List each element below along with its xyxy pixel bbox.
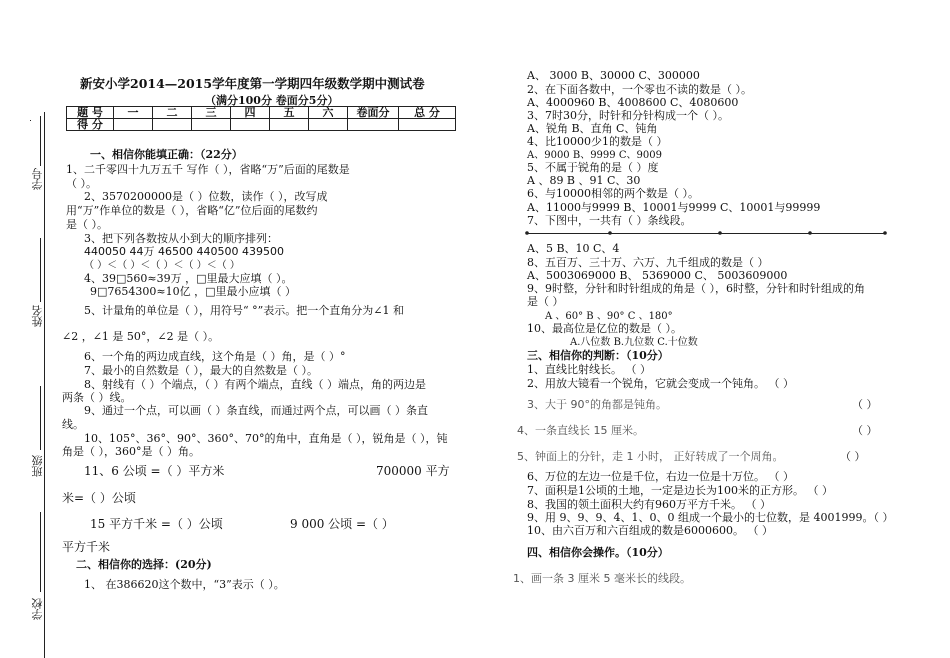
q12-line-a: 15 平方千米 =（ ）公顷 bbox=[90, 517, 223, 531]
q12-line-b: 9 000 公顷 =（ ） bbox=[290, 517, 394, 531]
student-name-label: 姓名 bbox=[31, 305, 44, 327]
judge-5-mark: （ ） bbox=[840, 450, 866, 463]
q2-line-c: 是（ ）。 bbox=[66, 218, 108, 231]
choice-3-options: A、锐角 B、直角 C、钝角 bbox=[527, 122, 658, 135]
judge-8: 8、我国的领土面积大约有960万平方千米。 （ ） bbox=[527, 498, 771, 511]
student-name-blank bbox=[40, 238, 41, 302]
score-cell[interactable] bbox=[309, 119, 348, 131]
q6: 6、一个角的两边成直线，这个角是（ ）角，是（ ）° bbox=[84, 350, 346, 363]
score-header-cell: 一 bbox=[114, 107, 153, 119]
choice-7-options: A、5 B、10 C、4 bbox=[527, 242, 620, 255]
segment-point bbox=[608, 231, 612, 235]
q3-numbers: 440050 44万 46500 440500 439500 bbox=[84, 245, 284, 258]
q9-line-a: 9、通过一个点，可以画（ ）条直线，而通过两个点，可以画（ ）条直 bbox=[84, 404, 428, 417]
choice-9-line-a: 9、9时整，分针和时针组成的角是（ ），6时整，分针和时针组成的角 bbox=[527, 282, 865, 295]
q7: 7、最小的自然数是（ ），最大的自然数是（ ）。 bbox=[84, 364, 318, 377]
judge-6: 6、万位的左边一位是千位，右边一位是十万位。 （ ） bbox=[527, 470, 794, 483]
judge-5: 5、钟面上的分针，走 1 小时， 正好转成了一个周角。 bbox=[517, 450, 784, 463]
student-number-underline bbox=[30, 120, 31, 121]
choice-4-options: A、9000 B、9999 C、9009 bbox=[527, 150, 662, 161]
score-table bbox=[66, 106, 456, 131]
q5-line-a: 5、计量角的单位是（ ），用符号“ °”表示。把一个直角分为∠1 和 bbox=[84, 304, 404, 317]
q3-line-a: 3、把下列各数按从小到大的顺序排列： bbox=[84, 232, 278, 245]
segment-point bbox=[525, 231, 529, 235]
choice-1-question: 1、 在386620这个数中，“3”表示（ ）。 bbox=[84, 578, 285, 591]
exam-subtitle: （满分100分 卷面分5分） bbox=[205, 94, 339, 107]
score-table-header-row bbox=[67, 107, 456, 119]
choice-7-question: 7、下图中，一共有（ ）条线段。 bbox=[527, 214, 692, 227]
q1-line-b: （ ）。 bbox=[66, 177, 97, 190]
q1-line-a: 1、二千零四十九万五千 写作（ ），省略“万”后面的尾数是 bbox=[66, 163, 350, 176]
exam-title: 新安小学2014—2015学年度第一学期四年级数学期中测试卷 bbox=[80, 76, 425, 91]
q10-line-a: 10、105°、36°、90°、360°、70°的角中，直角是（ ），锐角是（ ），钝 bbox=[84, 432, 448, 445]
q11-line-c: 米=（ ）公顷 bbox=[62, 491, 136, 505]
q4-line-b: 9□7654300≈10亿 ，□里最小应填（ ） bbox=[90, 285, 296, 298]
section-4-title: 四、相信你会操作。（10分） bbox=[527, 546, 669, 559]
choice-8-question: 8、五百万、三十万、六万、九千组成的数是（ ） bbox=[527, 256, 769, 269]
school-blank bbox=[40, 512, 41, 592]
choice-8-options: A、5003069000 B、 5369000 C、 5003609000 bbox=[527, 269, 788, 282]
judge-4: 4、一条直线长 15 厘米。 bbox=[517, 424, 644, 437]
q2-line-b: 用“万”作单位的数是（ ），省略“亿”位后面的尾数约 bbox=[66, 204, 318, 217]
margin-rule bbox=[44, 112, 45, 658]
choice-6-options: A、11000与9999 B、10001与9999 C、10001与99999 bbox=[527, 201, 821, 214]
choice-3-question: 3、7时30分，时针和分针构成一个（ ）。 bbox=[527, 109, 729, 122]
judge-4-mark: （ ） bbox=[852, 424, 878, 437]
choice-6-question: 6、与10000相邻的两个数是（ ）。 bbox=[527, 187, 699, 200]
student-number-label: 学号 bbox=[31, 168, 44, 190]
q8-line-a: 8、射线有（ ）个端点，（ ）有两个端点，直线（ ）端点，角的两边是 bbox=[84, 378, 426, 391]
judge-2: 2、用放大镜看一个锐角，它就会变成一个钝角。 （ ） bbox=[527, 377, 794, 390]
judge-10: 10、由六百万和六百组成的数是6000600。 （ ） bbox=[527, 524, 773, 537]
choice-5-options: A 、89 B 、91 C、30 bbox=[527, 174, 641, 187]
score-row-label: 得 分 bbox=[67, 119, 114, 131]
q8-line-b: 两条（ ）线。 bbox=[62, 391, 132, 404]
segment-point bbox=[808, 231, 812, 235]
choice-9-line-b: 是（ ） bbox=[527, 295, 564, 308]
section-1-title: 一、相信你能填正确：（22分） bbox=[90, 148, 243, 161]
choice-2-question: 2、在下面各数中，一个零也不读的数是（ ）。 bbox=[527, 83, 752, 96]
score-cell[interactable] bbox=[231, 119, 270, 131]
score-header-cell: 卷面分 bbox=[348, 107, 399, 119]
score-cell[interactable] bbox=[153, 119, 192, 131]
choice-2-options: A、4000960 B、4008600 C、4080600 bbox=[527, 96, 739, 109]
student-number-blank bbox=[40, 116, 41, 166]
choice-10-options: A.八位数 B.九位数 C.十位数 bbox=[570, 337, 698, 348]
section-3-title: 三、相信你的判断：（10分） bbox=[527, 349, 669, 362]
q11-line-b: 700000 平方 bbox=[376, 464, 450, 478]
score-header-cell: 三 bbox=[192, 107, 231, 119]
q10-line-b: 角是（ ），360°是（ ）角。 bbox=[62, 445, 200, 458]
q4-line-a: 4、39□560≈39万 ，□里最大应填（ ）。 bbox=[84, 272, 293, 285]
choice-1-options: A、 3000 B、30000 C、300000 bbox=[527, 69, 700, 82]
class-blank bbox=[40, 386, 41, 450]
score-header-cell: 五 bbox=[270, 107, 309, 119]
q9-line-b: 线。 bbox=[62, 418, 84, 431]
judge-9: 9、用 9、9、9、4、1、0、0 组成一个最小的七位数，是 4001999。（ ） bbox=[527, 511, 894, 524]
score-header-cell: 二 bbox=[153, 107, 192, 119]
score-header-cell: 六 bbox=[309, 107, 348, 119]
score-cell[interactable] bbox=[270, 119, 309, 131]
score-cell[interactable] bbox=[348, 119, 399, 131]
q11-line-a: 11、6 公顷 =（ ）平方米 bbox=[84, 464, 225, 478]
judge-7: 7、面积是1公顷的土地，一定是边长为100米的正方形。 （ ） bbox=[527, 484, 833, 497]
segment-figure bbox=[520, 229, 900, 237]
segment-point bbox=[883, 231, 887, 235]
q12-line-c: 平方千米 bbox=[62, 540, 111, 554]
class-label: 班级 bbox=[31, 455, 44, 477]
q3-order-blanks: （ ）＜（ ）＜（ ）＜（ ）＜（ ） bbox=[84, 260, 240, 271]
score-cell[interactable] bbox=[114, 119, 153, 131]
judge-3: 3、大于 90°的角都是钝角。 bbox=[527, 398, 667, 411]
score-cell[interactable] bbox=[192, 119, 231, 131]
score-header-cell: 总 分 bbox=[399, 107, 456, 119]
score-header-cell: 题 号 bbox=[67, 107, 114, 119]
choice-4-question: 4、比10000少1的数是（ ） bbox=[527, 135, 668, 148]
choice-5-question: 5、不属于锐角的是（ ）度 bbox=[527, 161, 659, 174]
segment-point bbox=[718, 231, 722, 235]
judge-1: 1、直线比射线长。 （ ） bbox=[527, 363, 651, 376]
judge-3-mark: （ ） bbox=[852, 398, 878, 411]
choice-9-options: A 、60° B 、90° C 、180° bbox=[545, 311, 673, 322]
score-cell[interactable] bbox=[399, 119, 456, 131]
choice-10-question: 10、最高位是亿位的数是（ ）。 bbox=[527, 322, 682, 335]
school-label: 学校 bbox=[31, 598, 44, 620]
operation-1: 1、画一条 3 厘米 5 毫米长的线段。 bbox=[513, 572, 691, 585]
q5-line-b: ∠2 ，∠1 是 50°，∠2 是（ ）。 bbox=[62, 330, 220, 343]
section-2-title: 二、相信你的选择：(20分) bbox=[76, 558, 212, 571]
score-table-score-row bbox=[67, 119, 456, 131]
score-header-cell: 四 bbox=[231, 107, 270, 119]
q2-line-a: 2、3570200000是（ ）位数，读作（ ），改写成 bbox=[84, 190, 328, 203]
